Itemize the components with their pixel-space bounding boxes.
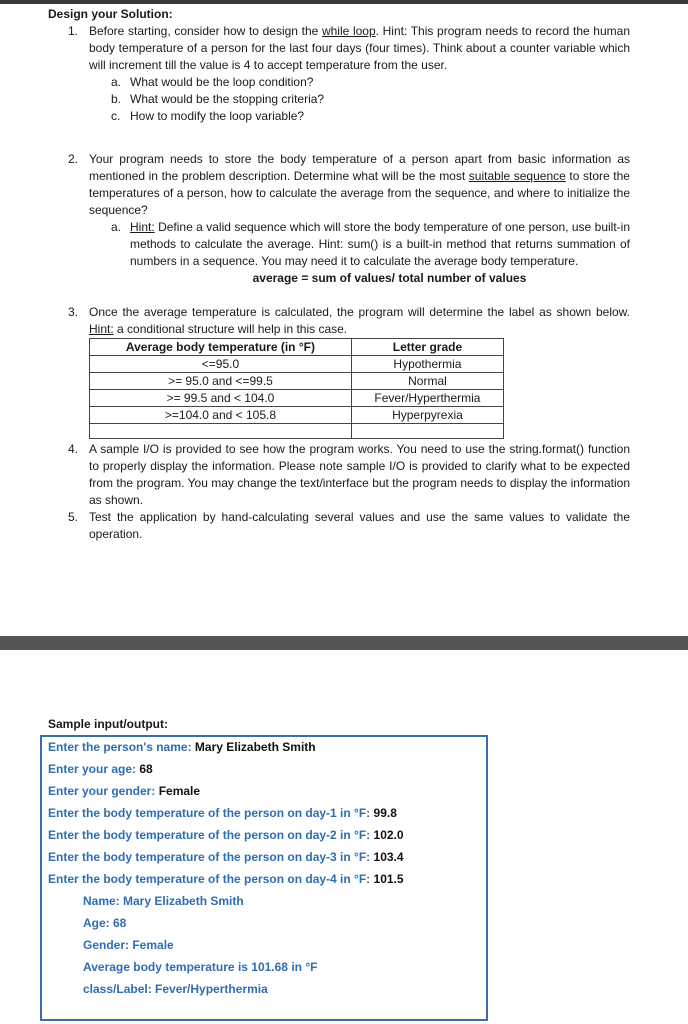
table-row xyxy=(90,373,504,390)
table-row-empty xyxy=(90,424,504,439)
sub-list xyxy=(89,219,630,270)
list-item-2 xyxy=(48,151,630,287)
sample-io-box xyxy=(40,735,488,1021)
table-cell xyxy=(351,424,503,439)
item-text: A sample I/O is provided to see how the program works. You need to use the string.format() function to properly display the information. Please note sample I/O is provided to clarify what to be expected from the program. You may change the text/interface but the program needs to display the information as shown. xyxy=(89,442,630,507)
item-text: Your program needs to store the body temperature of a person apart from basic information as mentioned in the problem description. Determine what will be the most suitable sequence to store the temperatures of a person, how to calculate the average from the sequence, and where to initialize the sequence? xyxy=(89,152,630,217)
io-input-line: Enter the body temperature of the person on day-4 in °F: 101.5 xyxy=(48,872,404,886)
item-text: Test the application by hand-calculating several values and use the same values to validate the operation. xyxy=(89,510,630,541)
section-heading: Design your Solution: xyxy=(48,7,173,21)
table-cell: Normal xyxy=(351,373,503,390)
table-header-row xyxy=(90,339,504,356)
design-section xyxy=(48,4,630,543)
item-number: 4. xyxy=(68,442,79,456)
instruction-list-cont xyxy=(48,441,630,543)
instruction-list xyxy=(48,23,630,338)
io-output-gender: Gender: Female xyxy=(83,938,174,952)
table-cell xyxy=(90,424,352,439)
table-cell: >= 99.5 and < 104.0 xyxy=(90,390,352,407)
item-number: 2. xyxy=(68,152,79,166)
io-input-line: Enter your gender: Female xyxy=(48,784,201,798)
sub-list xyxy=(89,74,630,125)
io-input-line: Enter your age: 68 xyxy=(48,762,153,776)
io-input-line: Enter the body temperature of the person on day-2 in °F: 102.0 xyxy=(48,828,404,842)
table-header: Average body temperature (in °F) xyxy=(90,339,352,356)
table-cell: >= 95.0 and <=99.5 xyxy=(90,373,352,390)
while-loop-link: while loop xyxy=(321,24,376,38)
table-cell: <=95.0 xyxy=(90,356,352,373)
io-output-label: class/Label: Fever/Hyperthermia xyxy=(83,982,268,996)
io-output-age: Age: 68 xyxy=(83,916,127,930)
average-formula: average = sum of values/ total number of values xyxy=(252,271,527,285)
sub-item-c: c. How to modify the loop variable? xyxy=(111,109,305,123)
io-output-name: Name: Mary Elizabeth Smith xyxy=(83,894,244,908)
item-number: 3. xyxy=(68,305,79,319)
hint-label: Hint: xyxy=(89,322,114,336)
table-header: Letter grade xyxy=(351,339,503,356)
item-number: 5. xyxy=(68,510,79,524)
sub-item-a: a. Hint: Define a valid sequence which will store the body temperature of one person, use built-in methods to calculate the average. Hint: sum() is a built-in method that returns summation of numbers in a sequence. You may need it to calculate the average body temperature. xyxy=(111,220,630,268)
table-row xyxy=(90,356,504,373)
table-row xyxy=(90,390,504,407)
sub-item-b: b. What would be the stopping criteria? xyxy=(111,92,325,106)
io-input-line: Enter the body temperature of the person on day-1 in °F: 99.8 xyxy=(48,806,397,820)
item-text: Before starting, consider how to design the while loop. Hint: This program needs to record the human body temperature of a person for the last four days (four times). Think about a counter variable which will increment till the value is 4 to accept temperature from the user. xyxy=(89,24,630,72)
list-item-1 xyxy=(48,23,630,125)
list-item-5 xyxy=(48,509,630,543)
table-cell: Fever/Hyperthermia xyxy=(351,390,503,407)
io-input-line: Enter the person's name: Mary Elizabeth Smith xyxy=(48,740,316,754)
page-divider xyxy=(0,636,688,650)
table-row xyxy=(90,407,504,424)
grade-table xyxy=(89,338,504,439)
table-cell: >=104.0 and < 105.8 xyxy=(90,407,352,424)
item-number: 1. xyxy=(68,24,79,38)
item-text: Once the average temperature is calculated, the program will determine the label as shown below. Hint: a conditional structure will help in this case. xyxy=(89,305,630,336)
suitable-sequence-link: suitable sequence xyxy=(468,169,566,183)
table-cell: Hyperpyrexia xyxy=(351,407,503,424)
sample-io-title: Sample input/output: xyxy=(48,717,168,731)
io-output-average: Average body temperature is 101.68 in °F xyxy=(83,960,318,974)
list-item-3 xyxy=(48,304,630,338)
io-input-line: Enter the body temperature of the person on day-3 in °F: 103.4 xyxy=(48,850,404,864)
list-item-4 xyxy=(48,441,630,509)
hint-label: Hint: xyxy=(130,220,155,234)
table-cell: Hypothermia xyxy=(351,356,503,373)
sub-item-a: a. What would be the loop condition? xyxy=(111,75,314,89)
